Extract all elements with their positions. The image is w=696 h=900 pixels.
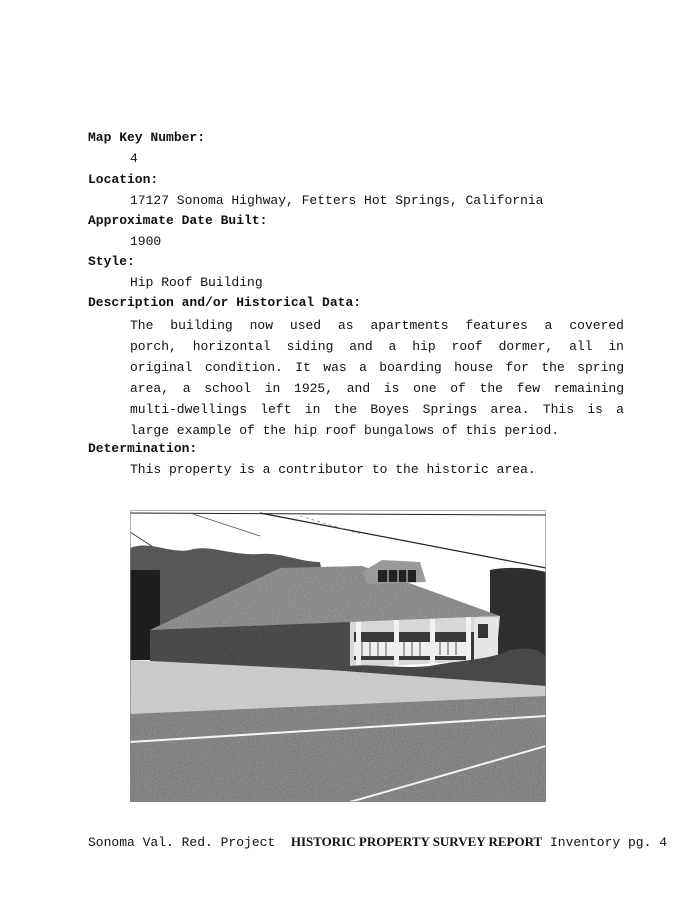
date-built-label: Approximate Date Built:: [88, 213, 268, 228]
description-line: porch, horizontal siding and a hip roof dormer, all in: [130, 339, 624, 354]
description-line: multi-dwellings left in the Boyes Springs area. This is a: [130, 402, 624, 417]
style-label: Style:: [88, 254, 135, 269]
description-line: original condition. It was a boarding house for the spring: [130, 360, 624, 375]
date-built-value: 1900: [130, 234, 162, 249]
building-photo: [130, 510, 546, 802]
description-line: area, a school in 1925, and is one of the few remaining: [130, 381, 624, 396]
description-text: [130, 315, 624, 441]
description-label: Description and/or Historical Data:: [88, 295, 362, 310]
map-key-label: Map Key Number:: [88, 130, 206, 145]
page-footer: [88, 834, 667, 850]
style-value: Hip Roof Building: [130, 275, 263, 290]
determination-value: This property is a contributor to the historic area.: [130, 462, 536, 477]
location-value: 17127 Sonoma Highway, Fetters Hot Springs, California: [130, 193, 544, 208]
map-key-value: 4: [130, 151, 138, 166]
description-line: The building now used as apartments features a covered: [130, 318, 624, 333]
footer-report-title: HISTORIC PROPERTY SURVEY REPORT: [290, 834, 543, 849]
footer-project: Sonoma Val. Red. Project: [88, 835, 276, 850]
determination-label: Determination:: [88, 441, 198, 456]
location-label: Location:: [88, 172, 159, 187]
footer-page-ref: Inventory pg. 4: [549, 835, 668, 850]
description-line: large example of the hip roof bungalows of this period.: [130, 423, 560, 438]
